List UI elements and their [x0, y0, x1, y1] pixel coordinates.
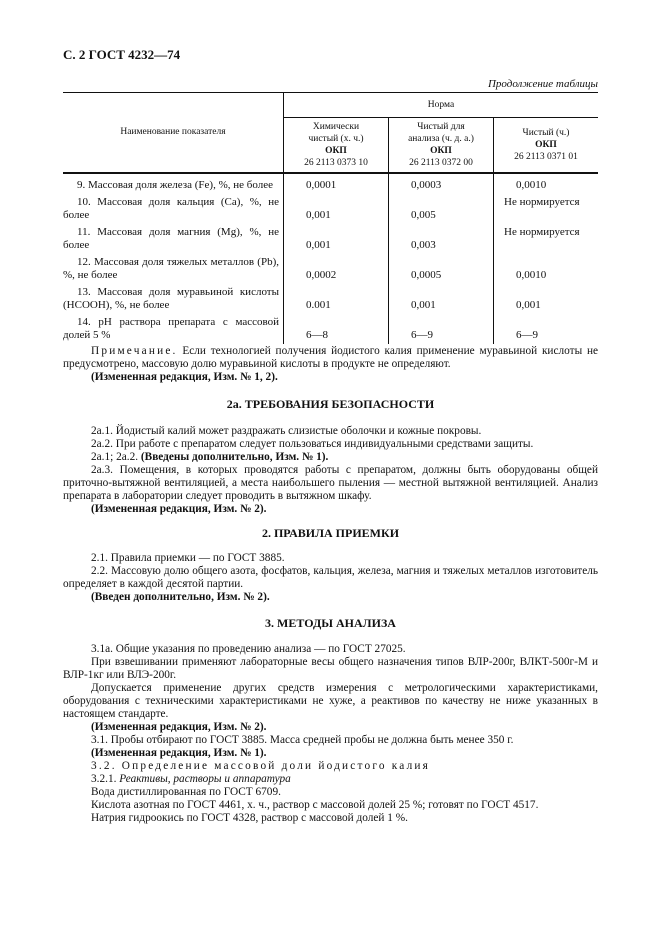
section-title: 3. МЕТОДЫ АНАЛИЗА	[265, 616, 396, 630]
norm-value: 0,0002	[284, 254, 389, 284]
edit-note: (Измененная редакция, Изм. № 1).	[91, 747, 267, 759]
continuation-label: Продолжение таблицы	[487, 78, 598, 90]
norm-value: 0,003	[389, 224, 494, 254]
subsection-title: 3.2. Определение массовой доли йодистого калия	[91, 760, 431, 772]
paragraph: Допускается применение других средств измерения с метрологическими характеристиками, оборудования с техническими характеристиками не хуже, а реактивов по качеству не ниже указанных в настоящем стандарте.	[63, 682, 598, 720]
col-header-grade	[389, 118, 494, 173]
paragraph: При взвешивании применяют лабораторные весы общего назначения типов ВЛР-200г, ВЛКТ-500г-М и ВЛР-1кг или ВЛЭ-200г.	[63, 656, 598, 681]
grade-line: анализа (ч. д. а.)	[408, 133, 474, 144]
paragraph-number: 3.2.1.	[91, 773, 120, 785]
norm-value: 6—9	[389, 314, 494, 344]
grade-line: ОКП	[430, 145, 452, 156]
edit-note: (Измененная редакция, Изм. № 2).	[91, 503, 267, 515]
grade-line: ОКП	[325, 145, 347, 156]
paragraph: 2а.1. Йодистый калий может раздражать слизистые оболочки и кожные покровы.	[91, 425, 482, 437]
table-row	[63, 194, 598, 224]
table-row	[63, 284, 598, 314]
edit-note: (Измененная редакция, Изм. № 2).	[91, 721, 267, 733]
note-label: Примечание.	[91, 345, 178, 357]
table-note	[63, 345, 598, 384]
paragraph: 3.1. Пробы отбирают по ГОСТ 3885. Масса средней пробы не должна быть менее 350 г.	[91, 734, 514, 746]
indicator-name: 12. Массовая доля тяжелых металлов (Pb), %, не более	[63, 254, 284, 284]
indicator-name: 10. Массовая доля кальция (Са), %, не более	[63, 194, 284, 224]
table-row	[63, 224, 598, 254]
table-row	[63, 314, 598, 344]
table-row	[63, 254, 598, 284]
note-text: Если технологией получения йодистого калия применение муравьиной кислоты не предусмотрено, массовую долю муравьиной кислоты в продукте не определяют.	[63, 345, 598, 370]
grade-line: 26 2113 0372 00	[409, 157, 473, 168]
paragraph: 3.1а. Общие указания по проведению анализа — по ГОСТ 27025.	[91, 643, 406, 655]
section-title: 2а. ТРЕБОВАНИЯ БЕЗОПАСНОСТИ	[226, 397, 435, 411]
norm-value: Не нормируется	[504, 225, 580, 238]
norm-value: 0,001	[284, 194, 389, 224]
norm-value: 0,0010	[516, 268, 547, 281]
grade-line: Химически	[312, 121, 360, 132]
col-header-grade	[494, 118, 599, 173]
section-2a	[63, 398, 598, 516]
indicator-name: 13. Массовая доля муравьиной кислоты (НСООН), %, не более	[63, 284, 284, 314]
col-header-name: Наименование показателя	[63, 93, 284, 173]
norm-value: 0,0001	[284, 173, 389, 194]
paragraph: Кислота азотная по ГОСТ 4461, х. ч., раствор с массовой долей 25 %; готовят по ГОСТ 4517.	[91, 799, 539, 811]
grade-line: ОКП	[535, 139, 557, 150]
grade-line: Чистый (ч.)	[522, 127, 570, 138]
paragraph: Вода дистиллированная по ГОСТ 6709.	[91, 786, 281, 798]
paragraph: Натрия гидроокись по ГОСТ 4328, раствор с массовой долей 1 %.	[91, 812, 408, 824]
section-title: 2. ПРАВИЛА ПРИЕМКИ	[261, 526, 400, 540]
grade-line: Чистый для	[417, 121, 465, 132]
indicator-name: 9. Массовая доля железа (Fe), %, не более	[63, 173, 284, 194]
norm-value: 0,0003	[389, 173, 494, 194]
norm-value: Не нормируется	[504, 195, 580, 208]
paragraph: 2а.2. При работе с препаратом следует пользоваться индивидуальными средствами защиты.	[91, 438, 534, 450]
norm-value: 6—8	[284, 314, 389, 344]
subsection-title: Реактивы, растворы и аппаратура	[119, 773, 291, 785]
edit-note: (Введен дополнительно, Изм. № 2).	[91, 591, 270, 603]
table-row	[63, 173, 598, 194]
grade-line: 26 2113 0373 10	[304, 157, 368, 168]
col-header-grade	[284, 118, 389, 173]
norm-value: 0,001	[284, 224, 389, 254]
norm-value: 0,0010	[516, 178, 547, 191]
paragraph: 2.2. Массовую долю общего азота, фосфатов, кальция, железа, магния и тяжелых металлов изготовитель определяет в каждой десятой партии.	[63, 565, 598, 590]
specs-table	[63, 92, 598, 344]
norm-value: 6—9	[516, 328, 538, 341]
edit-note: (Введены дополнительно, Изм. № 1).	[140, 451, 329, 463]
grade-line: чистый (х. ч.)	[308, 133, 364, 144]
paragraph: 2.1. Правила приемки — по ГОСТ 3885.	[91, 552, 285, 564]
col-header-norm: Норма	[284, 93, 599, 118]
grade-line: 26 2113 0371 01	[514, 151, 578, 162]
norm-value: 0,001	[516, 298, 541, 311]
norm-value: 0,005	[389, 194, 494, 224]
section-3	[63, 617, 598, 825]
indicator-name: 14. pH раствора препарата с массовой долей 5 %	[63, 314, 284, 344]
page-header: С. 2 ГОСТ 4232—74	[63, 47, 181, 62]
paragraph: 2а.3. Помещения, в которых проводятся работы с препаратом, должны быть оборудованы общей приточно-вытяжной вентиляцией, а места наибольшего пыления — местной вытяжной вентиляцией. Анализ препарата в лаборатории следует проводить в вытяжном шкафу.	[63, 464, 598, 502]
norm-value: 0,001	[389, 284, 494, 314]
norm-value: 0.001	[284, 284, 389, 314]
paragraph-number: 2а.1; 2а.2.	[91, 451, 141, 463]
section-2	[63, 527, 598, 604]
edit-note: (Измененная редакция, Изм. № 1, 2).	[91, 371, 278, 383]
norm-value: 0,0005	[389, 254, 494, 284]
indicator-name: 11. Массовая доля магния (Mg), %, не более	[63, 224, 284, 254]
